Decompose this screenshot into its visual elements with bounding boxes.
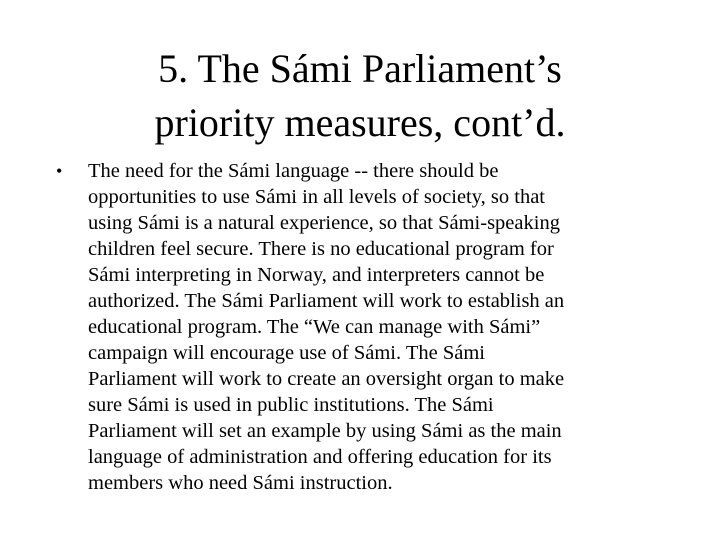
bullet-text-line: language of administration and offering education for its bbox=[88, 446, 552, 468]
slide-title-line-1: 5. The Sámi Parliament’s bbox=[158, 46, 562, 91]
bullet-text-line: Parliament will work to create an oversight organ to make bbox=[88, 368, 565, 390]
bullet-text-line: sure Sámi is used in public institutions. The Sámi bbox=[88, 394, 494, 416]
bullet-text-line: members who need Sámi instruction. bbox=[88, 472, 393, 494]
bullet-text-line: using Sámi is a natural experience, so that Sámi-speaking bbox=[88, 212, 560, 234]
bullet-text-line: educational program. The “We can manage with Sámi” bbox=[88, 316, 541, 338]
bullet-item bbox=[56, 158, 660, 496]
bullet-text-line: children feel secure. There is no educational program for bbox=[88, 238, 554, 260]
bullet-text-line: Sámi interpreting in Norway, and interpreters cannot be bbox=[88, 264, 545, 286]
bullet-text-line: campaign will encourage use of Sámi. The Sámi bbox=[88, 342, 485, 364]
bullet-text-line: authorized. The Sámi Parliament will work to establish an bbox=[88, 290, 565, 312]
bullet-list bbox=[56, 158, 660, 496]
bullet-marker-icon: • bbox=[56, 161, 63, 181]
slide-title-line-2: priority measures, cont’d. bbox=[154, 100, 566, 145]
bullet-text-line: opportunities to use Sámi in all levels of society, so that bbox=[88, 186, 546, 208]
bullet-text-line: Parliament will set an example by using Sámi as the main bbox=[88, 420, 562, 442]
slide-title bbox=[20, 42, 700, 150]
bullet-text-line: The need for the Sámi language -- there should be bbox=[88, 160, 499, 182]
